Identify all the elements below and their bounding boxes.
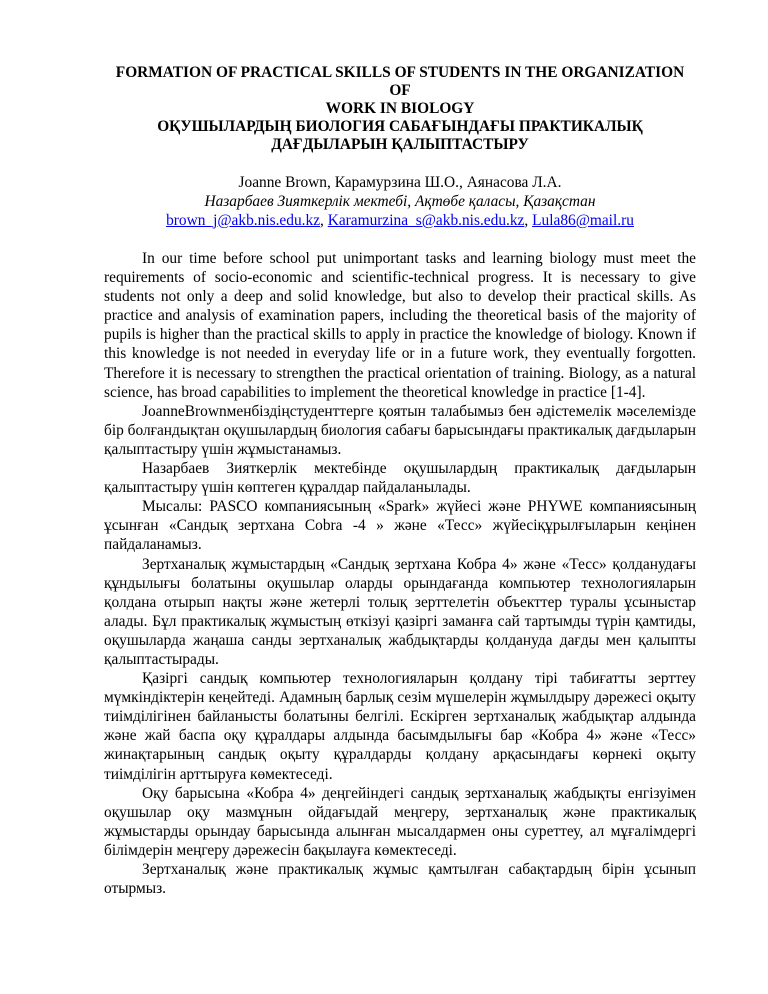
paragraph: Қазiргi сандық компьютер технологияларын қолдану тiрi табиғатты зерттеу мүмкiндiктерiн кеңейтедi. Адамның барлық сезiм мүшелерiн жұмылдыру дәрежесi оқыту тиiмдiлiгiнен байланысты болатыны белгiлi. Ескiрген зертханалық жабдықтар алдында және жай баспа оқу құралдары алдында басымдылығы бар «Кобра 4» және «Тесс» жинақтарының сандық оқыту құралдарды қолдану арқасындағы көрнекi оқыту тиiмдiлiгiн арттыруға көмектеседi.: [104, 670, 696, 783]
paragraph-english-intro: In our time before school put unimportant tasks and learning biology must meet the requirements of socio-economic and scientific-technical progress. It is necessary to give students not only a deep and solid knowledge, but also to develop their practical skills. As practice and analysis of examination papers, including the theoretical basis of the majority of pupils is higher than the practical skills to apply in practice the knowledge of biology. Known if this knowledge is not needed in everyday life or in a future work, they eventually forgotten. Therefore it is necessary to strengthen the practical orientation of training. Biology, as a natural science, has broad capabilities to implement the theoretical knowledge in practice [1-4].: [104, 250, 696, 401]
paragraph: Назарбаев Зияткерлiк мектебiнде оқушылардың практикалық дағдыларын қалыптастыру үшiн көптеген құралдар пайдаланылады.: [104, 460, 696, 497]
paragraph: Оқу барысына «Кобра 4» деңгейiндегi сандық зертханалық жабдықты енгiзуiмен оқушылар оқу мазмұнын ойдағыдай меңгеру, зертханалық және практикалық жұмыстарды орындау барысында алынған мысалдармен оны суреттеу, ал мұғалiмдергi бiлiмдерiн меңгеру дәрежесiн бақылауға көмектеседi.: [104, 784, 696, 859]
author-block: [104, 173, 696, 230]
body-text: [104, 249, 696, 898]
author-emails: [104, 211, 696, 230]
paragraph: Мысалы: PASCO компаниясының «Spark» жүйесi және PHYWE компаниясының ұсынған «Сандық зертхана Cobra -4 » және «Тесс» жүйесiқұрылғыларын кеңiнен пайдаланамыз.: [104, 498, 696, 554]
paragraph: Зертханалық жұмыстардың «Сандық зертхана Кобра 4» және «Тесс» қолданудағы құндылығы болатыны оқушылар оларды орындағанда компьютер технологияларын қолдана отырып нақты және жетерлi толық зерттелетiн объекттер туралы ұсыныстар алады. Бұл практикалық жұмыстың өткiзуi қазiргi заманға сай тартымды түрiн қамтиды, оқушыларда жаңаша санды зертханалық жабдықтарды қолдануда дағды мен қалыпты қалыптастырады.: [104, 555, 696, 668]
email-link-brown[interactable]: brown_j@akb.nis.edu.kz: [166, 212, 321, 229]
title-line-kk-2: ДАҒДЫЛАРЫН ҚАЛЫПТАСТЫРУ: [271, 136, 529, 153]
email-link-karamurzina[interactable]: Karamurzina_s@akb.nis.edu.kz: [327, 212, 525, 229]
paper-title: [104, 64, 696, 154]
email-link-lula[interactable]: Lula86@mail.ru: [532, 212, 634, 229]
email-separator: ,: [320, 212, 328, 229]
title-line-en-1: FORMATION OF PRACTICAL SKILLS OF STUDENTS IN THE ORGANIZATION OF: [115, 64, 685, 99]
title-line-kk-1: ОҚУШЫЛАРДЫҢ БИОЛОГИЯ САБАҒЫНДАҒЫ ПРАКТИКАЛЫҚ: [157, 118, 643, 135]
paragraph: JoanneBrownменбiздiңстуденттерге қоятын талабымыз бен әдiстемелiк мәселемiзде бiр болғандықтан оқушылардың биология сабағы барысындағы практикалық дағдыларын қалыптастыру үшiн жұмыстанамыз.: [104, 402, 697, 458]
title-line-en-2: WORK IN BIOLOGY: [325, 100, 475, 117]
paper-page: [104, 64, 696, 898]
paragraph: Зертханалық және практикалық жұмыс қамтылған сабақтардың бiрiн ұсынып отырмыз.: [104, 861, 696, 898]
author-names: Joanne Brown, Карамурзина Ш.О., Аянасова Л.А.: [238, 174, 562, 191]
author-affiliation: Назарбаев Зияткерлік мектебі, Ақтөбе қаласы, Қазақстан: [204, 193, 596, 210]
email-separator: ,: [524, 212, 533, 229]
